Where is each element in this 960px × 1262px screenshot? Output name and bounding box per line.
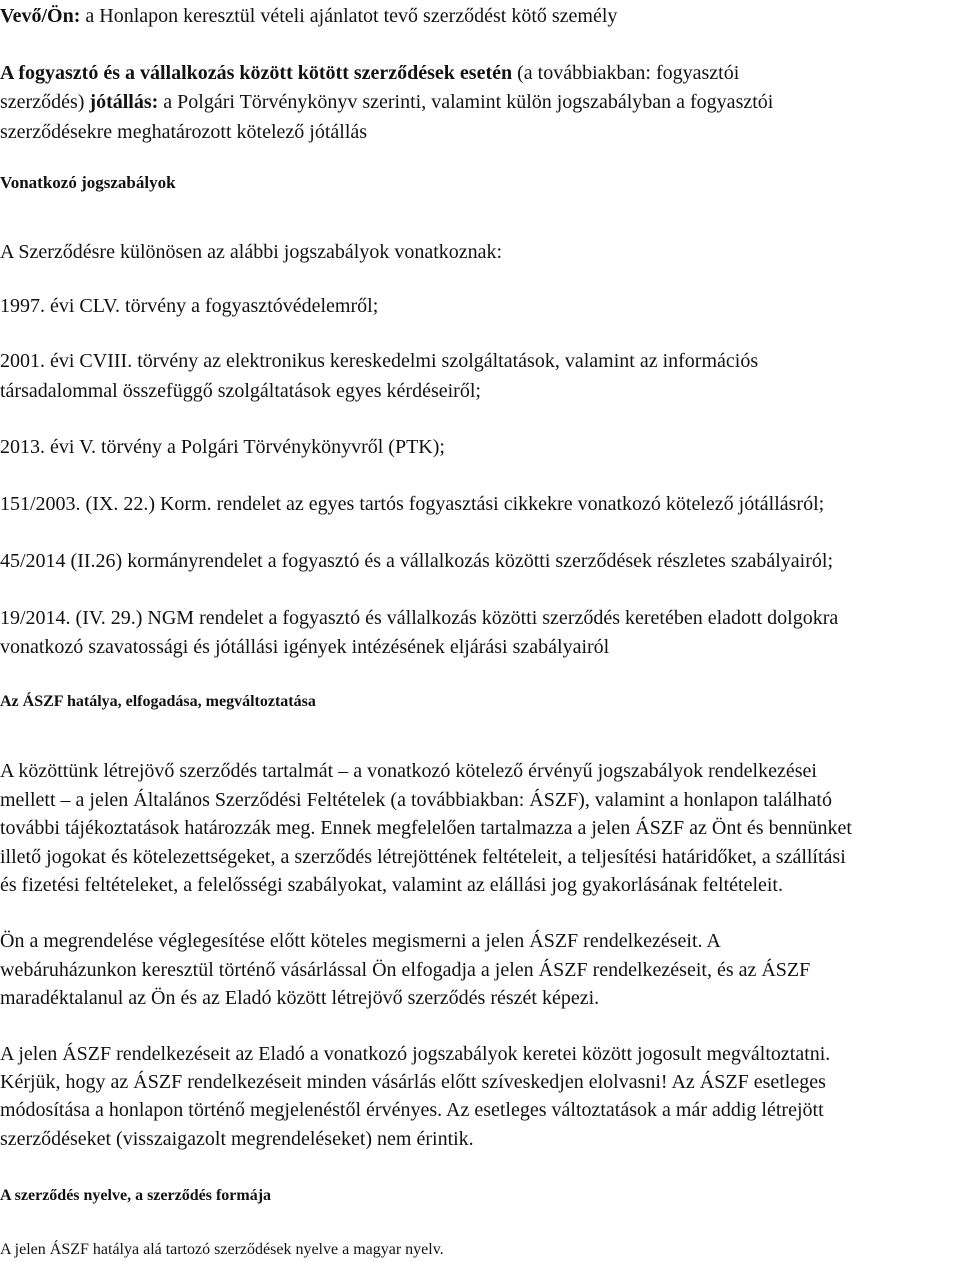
buyer-label: Vevő/Ön: [0, 5, 81, 27]
laws-heading: Vonatkozó jogszabályok [0, 173, 176, 192]
language-heading: A szerződés nyelve, a szerződés formája [0, 1187, 272, 1204]
language-text: A jelen ÁSZF hatálya alá tartozó szerződések nyelve a magyar nyelv. [0, 1241, 444, 1258]
aszf-p2-line: webáruházunkon keresztül történő vásárlással Ön elfogadja a jelen ÁSZF rendelkezéseit, és az ÁSZF [0, 959, 811, 981]
warranty-definition-line-2 [0, 90, 773, 114]
law-1: 1997. évi CLV. törvény a fogyasztóvédelemről; [0, 295, 379, 317]
warranty-definition-line-1 [0, 61, 739, 85]
warranty-text-2a: szerződés) [0, 91, 90, 113]
aszf-p3-line: szerződéseket (visszaigazolt megrendeléseket) nem érintik. [0, 1128, 474, 1150]
law-2-line-2: társadalommal összefüggő szolgáltatások egyes kérdéseiről; [0, 380, 481, 402]
buyer-definition [0, 4, 617, 28]
law-5: 45/2014 (II.26) kormányrendelet a fogyasztó és a vállalkozás közötti szerződések részletes szabályairól; [0, 550, 834, 572]
aszf-heading: Az ÁSZF hatálya, elfogadása, megváltoztatása [0, 693, 316, 710]
aszf-p3-line: módosítása a honlapon történő megjelenéstől érvényes. Az esetleges változtatások a már addig létrejött [0, 1099, 824, 1121]
warranty-term-2: jótállás: [89, 91, 159, 113]
aszf-p2-line: Ön a megrendelése véglegesítése előtt köteles megismerni a jelen ÁSZF rendelkezéseit. A [0, 930, 721, 952]
aszf-p1-line: és fizetési feltételeket, a felelősségi szabályokat, valamint az elállási jog gyakorlásának feltételeit. [0, 874, 783, 896]
aszf-p1-line: illető jogokat és kötelezettségeket, a szerződés létrejöttének feltételeit, a teljesítési határidőket, a szállítási [0, 846, 846, 868]
law-6-line-1: 19/2014. (IV. 29.) NGM rendelet a fogyasztó és vállalkozás közötti szerződés keretében eladott dolgokra [0, 607, 839, 629]
law-6-line-2: vonatkozó szavatossági és jótállási igények intézésének eljárási szabályairól [0, 636, 610, 658]
warranty-term: A fogyasztó és a vállalkozás között kötött szerződések esetén [0, 62, 513, 84]
aszf-p1-line: A közöttünk létrejövő szerződés tartalmát – a vonatkozó kötelező érvényű jogszabályok rendelkezései [0, 760, 817, 782]
aszf-p2-line: maradéktalanul az Ön és az Eladó között létrejövő szerződés részét képezi. [0, 987, 600, 1009]
law-3: 2013. évi V. törvény a Polgári Törvénykönyvről (PTK); [0, 436, 445, 458]
warranty-text-1: (a továbbiakban: fogyasztói [512, 62, 740, 84]
laws-intro: A Szerződésre különösen az alábbi jogszabályok vonatkoznak: [0, 241, 503, 263]
warranty-text-2b: a Polgári Törvénykönyv szerinti, valamint külön jogszabályban a fogyasztói [158, 91, 774, 113]
aszf-p1-line: további tájékoztatások határozzák meg. Ennek megfelelően tartalmazza a jelen ÁSZF az Önt és bennünket [0, 817, 852, 839]
aszf-p3-line: A jelen ÁSZF rendelkezéseit az Eladó a vonatkozó jogszabályok keretei között jogosult megváltoztatni. [0, 1043, 831, 1065]
warranty-definition-line-3: szerződésekre meghatározott kötelező jótállás [0, 121, 368, 143]
law-4: 151/2003. (IX. 22.) Korm. rendelet az egyes tartós fogyasztási cikkekre vonatkozó kötelező jótállásról; [0, 493, 825, 515]
law-2-line-1: 2001. évi CVIII. törvény az elektronikus kereskedelmi szolgáltatások, valamint az információs [0, 350, 759, 372]
aszf-p3-line: Kérjük, hogy az ÁSZF rendelkezéseit minden vásárlás előtt szíveskedjen elolvasni! Az ÁSZF esetleges [0, 1071, 826, 1093]
buyer-text: a Honlapon keresztül vételi ajánlatot tevő szerződést kötő személy [80, 5, 618, 27]
aszf-p1-line: mellett – a jelen Általános Szerződési Feltételek (a továbbiakban: ÁSZF), valamint a honlapon található [0, 789, 832, 811]
